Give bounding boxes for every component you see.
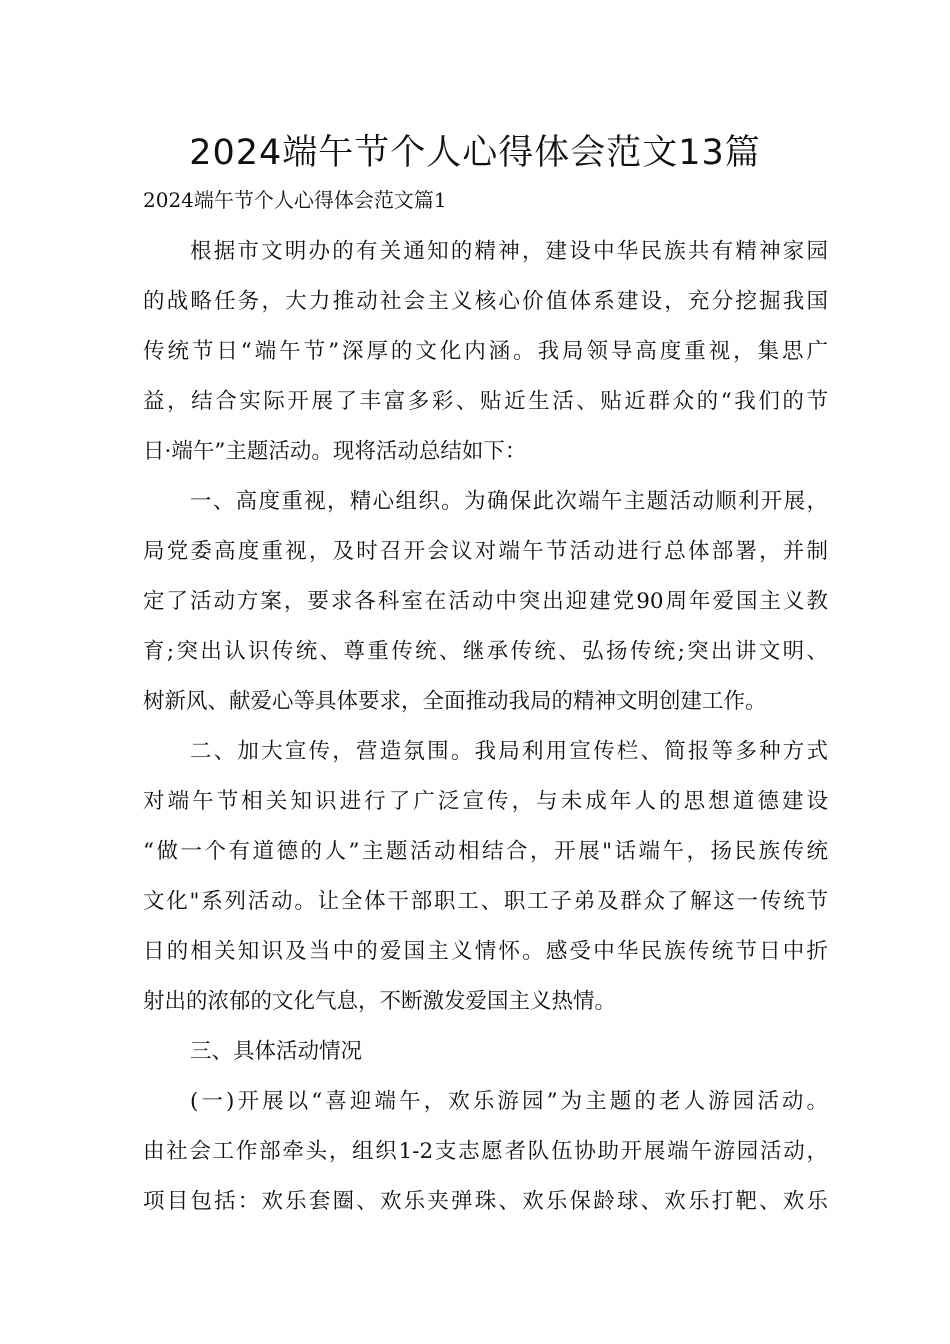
section-subtitle: 2024端午节个人心得体会范文篇1 <box>143 188 447 212</box>
document-title: 2024端午节个人心得体会范文13篇 <box>189 133 761 173</box>
paragraph-line: 二、加大宣传，营造氛围。我局利用宣传栏、简报等多种方式 <box>190 739 828 764</box>
paragraph-line: 局党委高度重视，及时召开会议对端午节活动进行总体部署，并制 <box>143 539 828 564</box>
paragraph-line: 定了活动方案，要求各科室在活动中突出迎建党90周年爱国主义教 <box>143 589 828 614</box>
paragraph-line: 育;突出认识传统、尊重传统、继承传统、弘扬传统;突出讲文明、 <box>143 639 828 664</box>
paragraph-line: 传统节日“端午节”深厚的文化内涵。我局领导高度重视，集思广 <box>143 339 828 364</box>
paragraph-line: 日的相关知识及当中的爱国主义情怀。感受中华民族传统节日中折 <box>143 939 828 964</box>
paragraph-line: 一、高度重视，精心组织。为确保此次端午主题活动顺利开展， <box>190 489 828 514</box>
section-heading: 三、具体活动情况 <box>190 1039 363 1064</box>
paragraph-line: “做一个有道德的人”主题活动相结合，开展"话端午，扬民族传统 <box>143 839 828 864</box>
paragraph-line: 根据市文明办的有关通知的精神，建设中华民族共有精神家园 <box>190 239 828 264</box>
paragraph-line: 树新风、献爱心等具体要求，全面推动我局的精神文明创建工作。 <box>143 689 767 714</box>
paragraph-line: (一)开展以“喜迎端午，欢乐游园”为主题的老人游园活动。 <box>190 1089 828 1114</box>
paragraph-line: 日·端午”主题活动。现将活动总结如下： <box>143 439 527 464</box>
paragraph-line: 文化"系列活动。让全体干部职工、职工子弟及群众了解这一传统节 <box>143 889 828 914</box>
paragraph-line: 益，结合实际开展了丰富多彩、贴近生活、贴近群众的“我们的节 <box>143 389 828 414</box>
paragraph-line: 对端午节相关知识进行了广泛宣传，与未成年人的思想道德建设 <box>143 789 828 814</box>
paragraph-line: 项目包括：欢乐套圈、欢乐夹弹珠、欢乐保龄球、欢乐打靶、欢乐 <box>143 1189 828 1214</box>
paragraph-line: 由社会工作部牵头，组织1-2支志愿者队伍协助开展端午游园活动， <box>143 1139 828 1164</box>
paragraph-line: 的战略任务，大力推动社会主义核心价值体系建设，充分挖掘我国 <box>143 289 828 314</box>
paragraph-line: 射出的浓郁的文化气息，不断激发爱国主义热情。 <box>143 989 617 1014</box>
